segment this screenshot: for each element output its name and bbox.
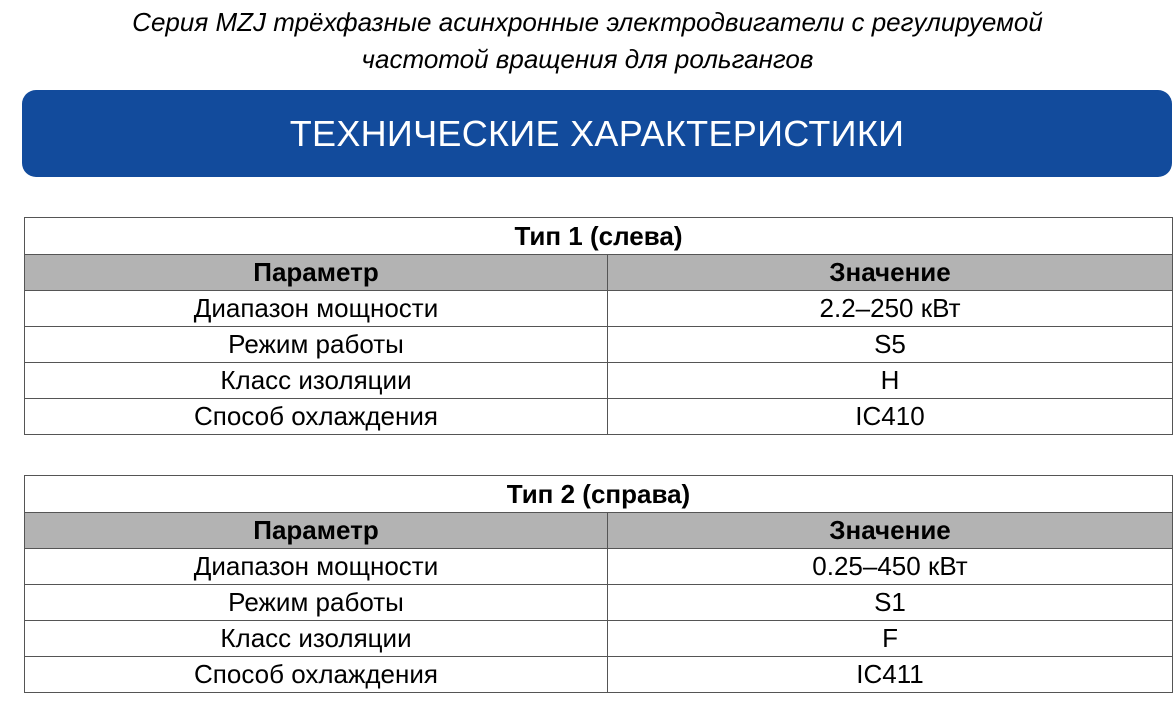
table-row <box>25 399 1173 435</box>
column-header-parameter: Параметр <box>25 513 608 549</box>
table-caption: Тип 1 (слева) <box>25 218 1173 255</box>
parameter-cell: Диапазон мощности <box>25 291 608 327</box>
parameter-cell: Класс изоляции <box>25 363 608 399</box>
table-header-row <box>25 513 1173 549</box>
parameter-cell: Режим работы <box>25 585 608 621</box>
table-header-row <box>25 255 1173 291</box>
column-header-parameter: Параметр <box>25 255 608 291</box>
banner-title: ТЕХНИЧЕСКИЕ ХАРАКТЕРИСТИКИ <box>289 112 905 154</box>
table-row <box>25 363 1173 399</box>
value-cell: IC410 <box>608 399 1173 435</box>
parameter-cell: Способ охлаждения <box>25 657 608 693</box>
parameter-cell: Режим работы <box>25 327 608 363</box>
table-caption: Тип 2 (справа) <box>25 476 1173 513</box>
spec-table-type-1 <box>24 217 1173 435</box>
value-cell: IC411 <box>608 657 1173 693</box>
value-cell: H <box>608 363 1173 399</box>
column-header-value: Значение <box>608 513 1173 549</box>
document-subtitle <box>0 4 1175 78</box>
value-cell: F <box>608 621 1173 657</box>
table-row <box>25 327 1173 363</box>
table-row <box>25 657 1173 693</box>
table-row <box>25 549 1173 585</box>
value-cell: 0.25–450 кВт <box>608 549 1173 585</box>
section-banner <box>22 90 1172 177</box>
table-caption-row <box>25 218 1173 255</box>
table-row <box>25 291 1173 327</box>
table-row <box>25 621 1173 657</box>
value-cell: S5 <box>608 327 1173 363</box>
subtitle-line-2: частотой вращения для рольгангов <box>361 44 814 74</box>
column-header-value: Значение <box>608 255 1173 291</box>
value-cell: S1 <box>608 585 1173 621</box>
table-row <box>25 585 1173 621</box>
parameter-cell: Класс изоляции <box>25 621 608 657</box>
parameter-cell: Диапазон мощности <box>25 549 608 585</box>
value-cell: 2.2–250 кВт <box>608 291 1173 327</box>
subtitle-line-1: Серия MZJ трёхфазные асинхронные электродвигатели с регулируемой <box>132 7 1043 37</box>
parameter-cell: Способ охлаждения <box>25 399 608 435</box>
table-caption-row <box>25 476 1173 513</box>
spec-table-type-2 <box>24 475 1173 693</box>
